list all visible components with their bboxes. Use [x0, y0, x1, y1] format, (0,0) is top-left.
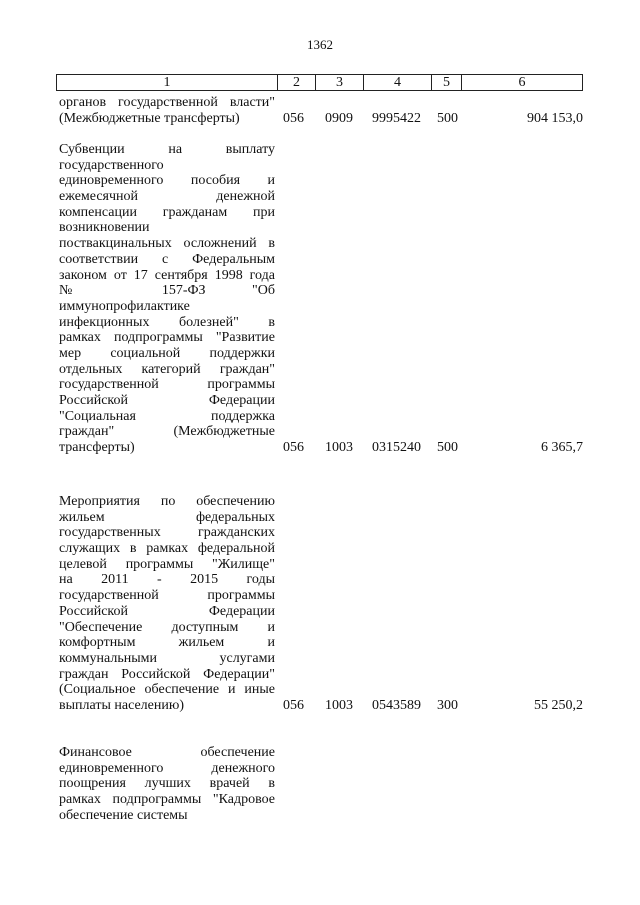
description-line: инфекционных болезней" в [59, 314, 275, 330]
description-line: государственных гражданских [59, 525, 275, 541]
section-code: 1003 [325, 440, 353, 456]
description-line: целевой программы "Жилище" [59, 556, 275, 572]
target-article-code: 0315240 [372, 440, 421, 456]
description-line: коммунальными услугами [59, 650, 275, 666]
description-line: единовременного денежного [59, 760, 275, 776]
amount: 55 250,2 [534, 698, 583, 714]
description-line: на 2011 - 2015 годы [59, 572, 275, 588]
expense-type-code: 300 [437, 698, 458, 714]
column-header-1: 1 [57, 75, 278, 90]
description-line: обеспечение системы [59, 807, 188, 823]
description-line: комфортным жильем и [59, 635, 275, 651]
description-line: "Обеспечение доступным и [59, 619, 275, 635]
description-line: (Межбюджетные трансферты) [59, 110, 240, 126]
description-line: мер социальной поддержки [59, 345, 275, 361]
table-row [56, 142, 583, 456]
description-line: компенсации гражданам при [59, 204, 275, 220]
column-header-6: 6 [518, 75, 526, 90]
description-line: возникновении [59, 220, 150, 236]
amount: 904 153,0 [527, 110, 583, 126]
description-line: иммунопрофилактике [59, 298, 190, 314]
description-line: "Социальная поддержка [59, 408, 275, 424]
table-row [56, 494, 583, 714]
target-article-code: 9995422 [372, 110, 421, 126]
column-header-2: 2 [278, 75, 316, 90]
description-line: единовременного пособия и [59, 173, 275, 189]
description-line: Финансовое обеспечение [59, 745, 275, 760]
description-line: служащих в рамках федеральной [59, 541, 275, 557]
description-line: жильем федеральных [59, 509, 275, 525]
description-line: органов государственной власти" [59, 95, 275, 110]
table-row [56, 745, 583, 824]
column-header-3: 3 [316, 75, 364, 90]
description-line: Российской Федерации [59, 393, 275, 408]
description-line: ежемесячной денежной [59, 189, 275, 205]
description-line: граждан" (Межбюджетные [59, 424, 275, 440]
row-description [59, 95, 275, 126]
description-line: отдельных категорий граждан" [59, 361, 275, 377]
description-line: рамках подпрограммы "Развитие [59, 330, 275, 346]
description-line: государственной программы [59, 588, 275, 604]
ministry-code: 056 [283, 698, 304, 714]
description-line: Субвенции на выплату [59, 142, 275, 157]
description-line: поощрения лучших врачей в [59, 776, 275, 792]
table-row [56, 95, 583, 126]
section-code: 0909 [325, 110, 353, 126]
description-line: № 157-ФЗ "Об [59, 283, 275, 299]
row-description [59, 745, 275, 823]
ministry-code: 056 [283, 110, 304, 126]
description-line: государственной программы [59, 377, 275, 393]
column-header-5: 5 [432, 75, 462, 90]
column-header-row [56, 74, 583, 91]
description-line: трансферты) [59, 440, 135, 456]
expense-type-code: 500 [437, 110, 458, 126]
row-description [59, 142, 275, 456]
description-line: законом от 17 сентября 1998 года [59, 267, 275, 283]
page-number: 1362 [307, 37, 333, 52]
description-line: соответствии с Федеральным [59, 251, 275, 267]
amount: 6 365,7 [541, 440, 583, 456]
description-line: государственного [59, 157, 164, 173]
description-line: граждан Российской Федерации" [59, 666, 275, 682]
row-description [59, 494, 275, 714]
description-line: (Социальное обеспечение и иные [59, 682, 275, 698]
description-line: рамках подпрограммы "Кадровое [59, 792, 275, 808]
expense-type-code: 500 [437, 440, 458, 456]
section-code: 1003 [325, 698, 353, 714]
target-article-code: 0543589 [372, 698, 421, 714]
ministry-code: 056 [283, 440, 304, 456]
description-line: выплаты населению) [59, 697, 184, 713]
description-line: Мероприятия по обеспечению [59, 494, 275, 509]
description-line: Российской Федерации [59, 603, 275, 619]
description-line: поствакцинальных осложнений в [59, 236, 275, 252]
column-header-4: 4 [364, 75, 432, 90]
